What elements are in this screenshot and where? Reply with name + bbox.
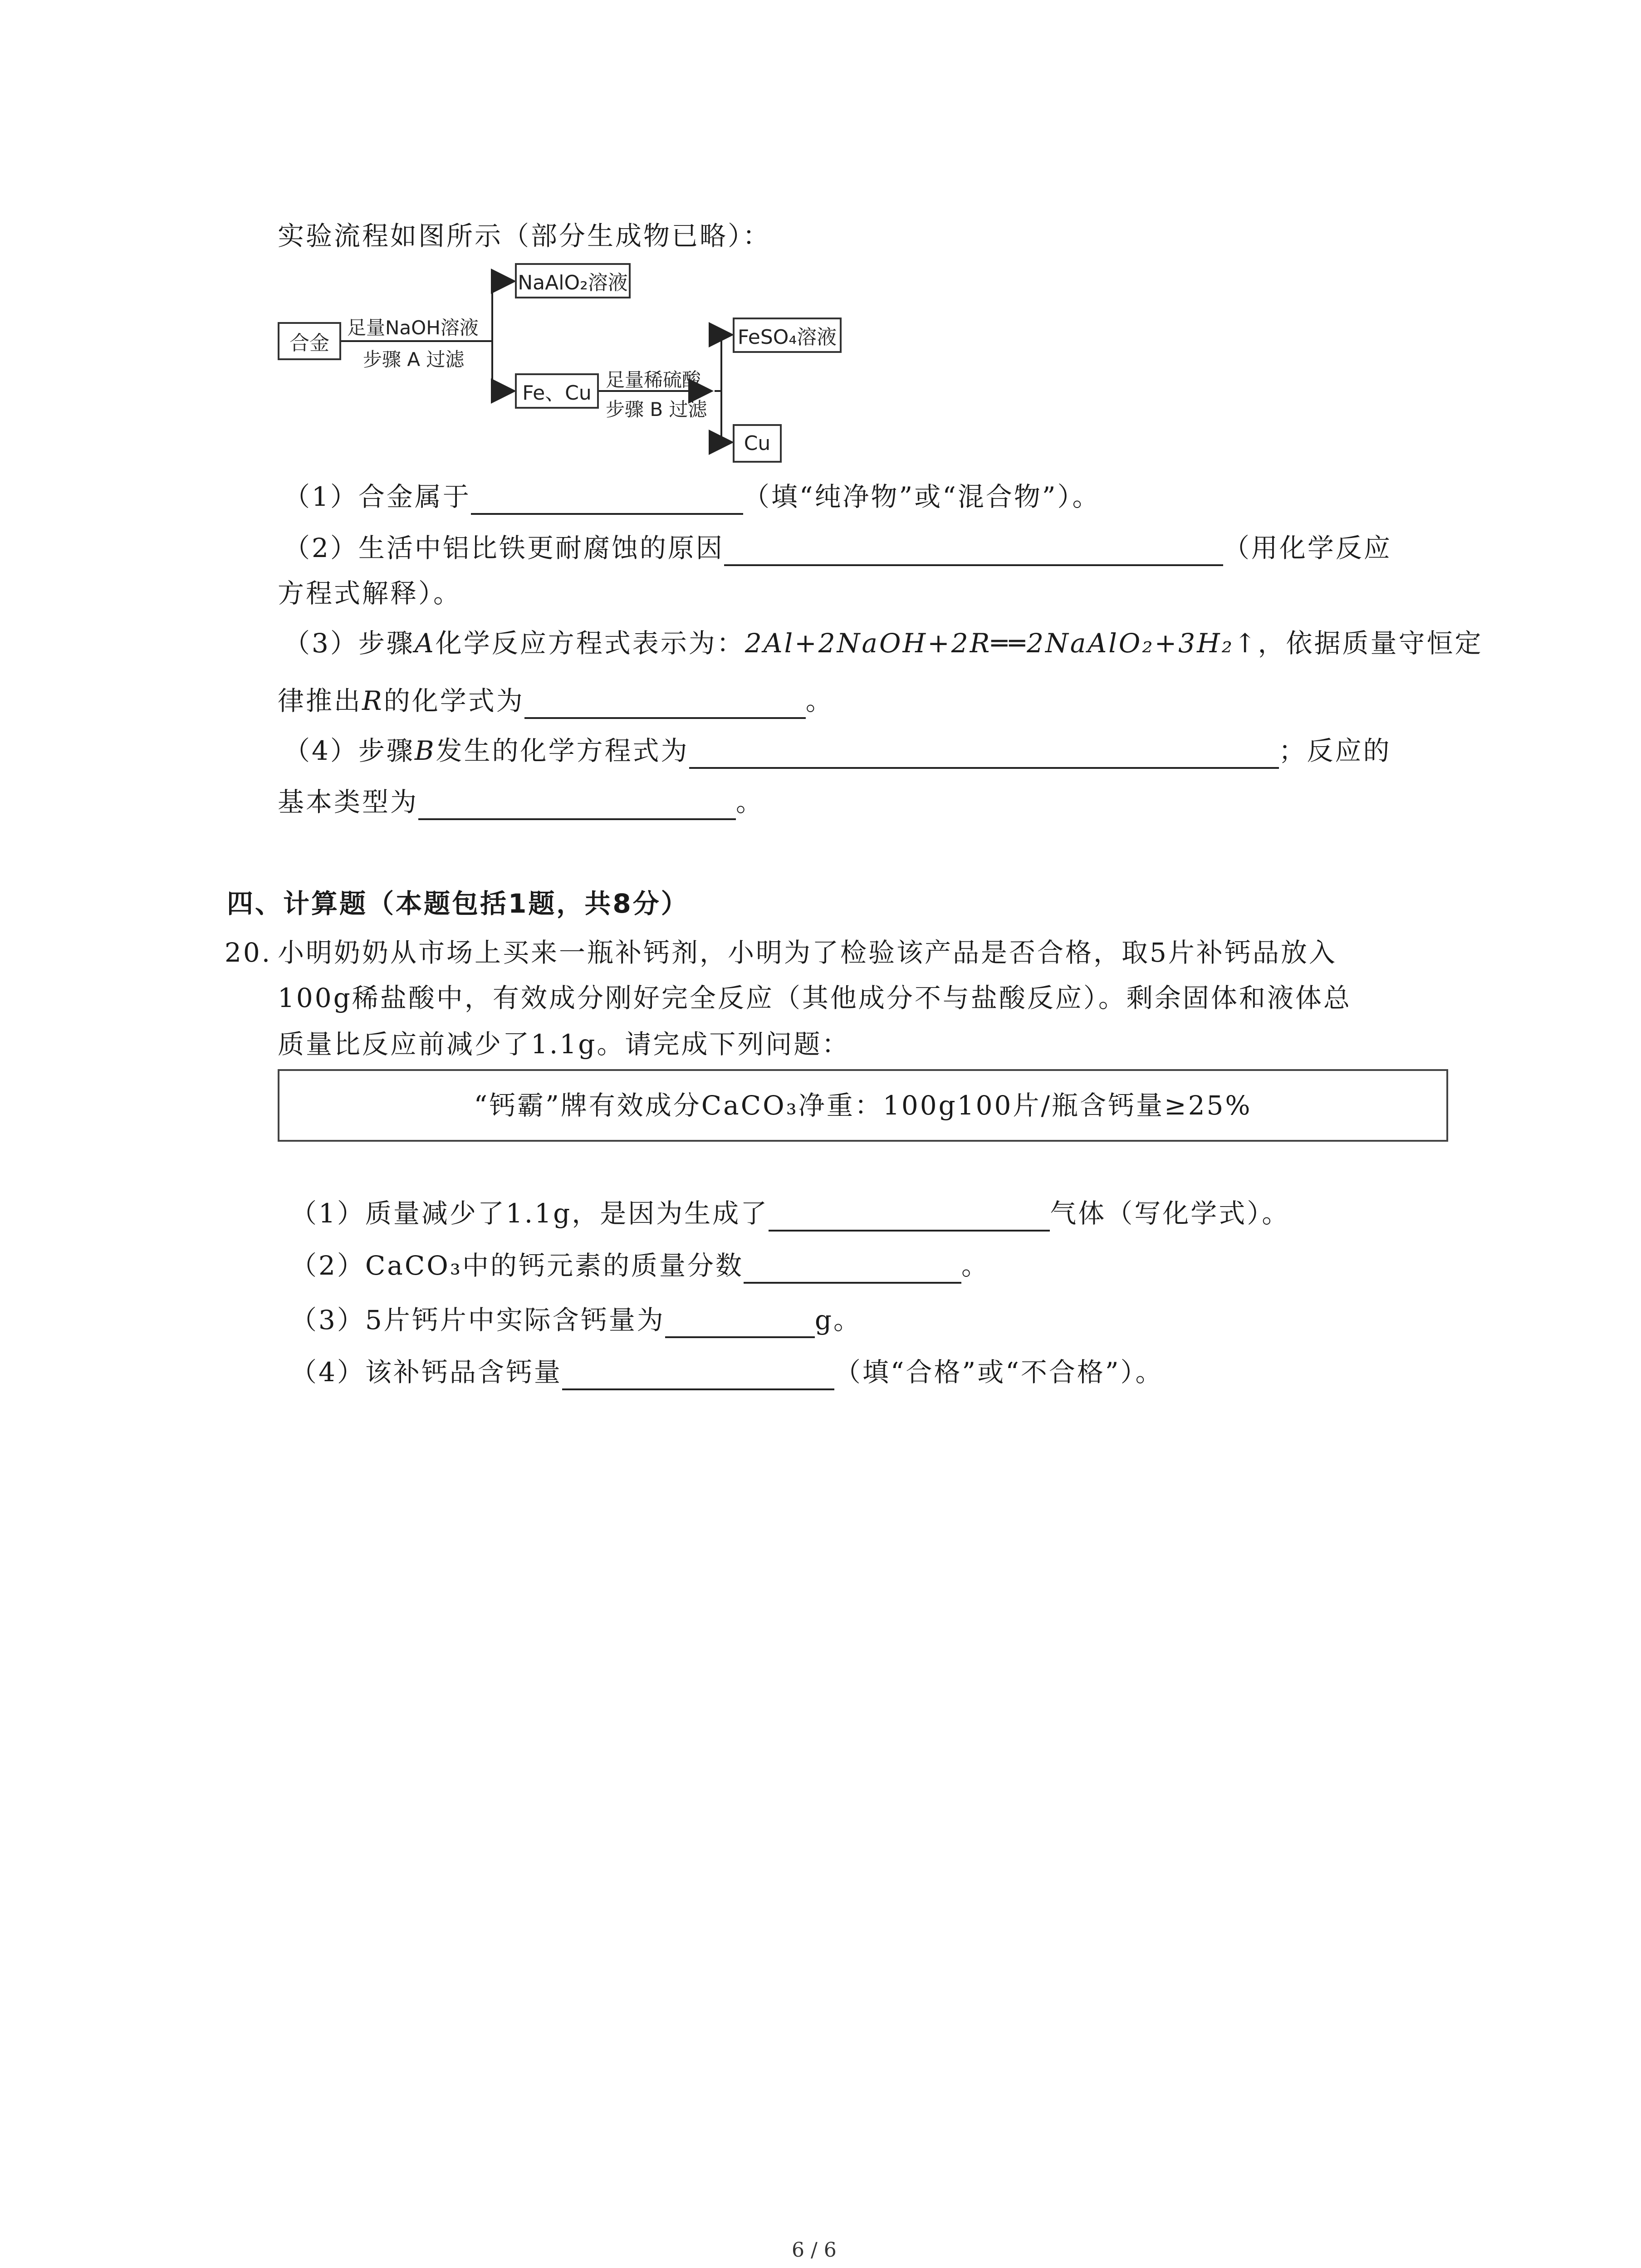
step-b-label: 步骤 B 过滤	[606, 398, 707, 420]
q19-part4-cont: 基本类型为 。	[278, 784, 764, 820]
cu-box: Cu	[733, 424, 782, 463]
answer-blank-3[interactable]	[524, 689, 806, 719]
naalo2-box: NaAlO₂溶液	[515, 263, 631, 298]
q20-sub1: （1）质量减少了1.1g，是因为生成了 气体（写化学式）。	[290, 1195, 1290, 1232]
q20-sub2: （2）CaCO₃中的钙元素的质量分数 。	[290, 1247, 989, 1284]
q19-part4: （4）步骤B发生的化学方程式为 ；反应的	[284, 733, 1391, 769]
q20-sub4: （4）该补钙品含钙量 （填“合格”或“不合格”）。	[290, 1354, 1164, 1390]
reagent-a-label: 足量NaOH溶液	[347, 317, 479, 339]
q20-number: 20.	[225, 937, 272, 968]
q20-line1: 小明奶奶从市场上买来一瓶补钙剂，小明为了检验该产品是否合格，取5片补钙品放入	[278, 937, 1337, 968]
q19-part3-cont: 律推出R的化学式为 。	[278, 683, 834, 719]
step-a-label: 步骤 A 过滤	[363, 348, 465, 371]
answer-blank-9[interactable]	[562, 1360, 834, 1390]
feso4-box: FeSO₄溶液	[733, 318, 842, 353]
answer-blank-5[interactable]	[418, 790, 736, 820]
answer-blank-7[interactable]	[744, 1254, 961, 1284]
answer-blank-6[interactable]	[769, 1202, 1050, 1232]
q19-part2-cont: 方程式解释）。	[278, 578, 462, 609]
product-info-text: “钙霸”牌有效成分CaCO₃净重：100g100片/瓶含钙量≥25%	[474, 1090, 1252, 1121]
answer-blank-8[interactable]	[665, 1308, 815, 1338]
answer-blank-2[interactable]	[724, 536, 1223, 566]
page-number: 6 / 6	[792, 2239, 837, 2262]
answer-blank-1[interactable]	[471, 485, 743, 515]
answer-blank-4[interactable]	[689, 739, 1279, 769]
product-info-box	[278, 1069, 1448, 1142]
intro-text: 实验流程如图所示（部分生成物已略）：	[278, 220, 771, 251]
q19-part2: （2）生活中铝比铁更耐腐蚀的原因 （用化学反应	[284, 530, 1392, 566]
reagent-b-label: 足量稀硫酸	[606, 369, 701, 391]
fecu-box: Fe、Cu	[515, 373, 599, 409]
alloy-box: 合金	[278, 322, 341, 360]
q19-part1: （1）合金属于 （填“纯净物”或“混合物”）。	[284, 479, 1101, 515]
q20-sub3: （3）5片钙片中实际含钙量为 g。	[290, 1302, 862, 1338]
section-heading: 四、计算题（本题包括1题，共8分）	[227, 888, 689, 919]
q19-part3: （3）步骤A化学反应方程式表示为：2Al+2NaOH+2R══2NaAlO₂+3H₂↑，依据质量守恒定	[284, 628, 1483, 659]
q20-line3: 质量比反应前减少了1.1g。请完成下列问题：	[278, 1029, 850, 1060]
q20-line2: 100g稀盐酸中，有效成分刚好完全反应（其他成分不与盐酸反应）。剩余固体和液体总	[278, 982, 1352, 1013]
diagram-lines	[0, 0, 1641, 499]
equation: 2Al+2NaOH+2R══2NaAlO₂+3H₂↑	[745, 628, 1258, 659]
